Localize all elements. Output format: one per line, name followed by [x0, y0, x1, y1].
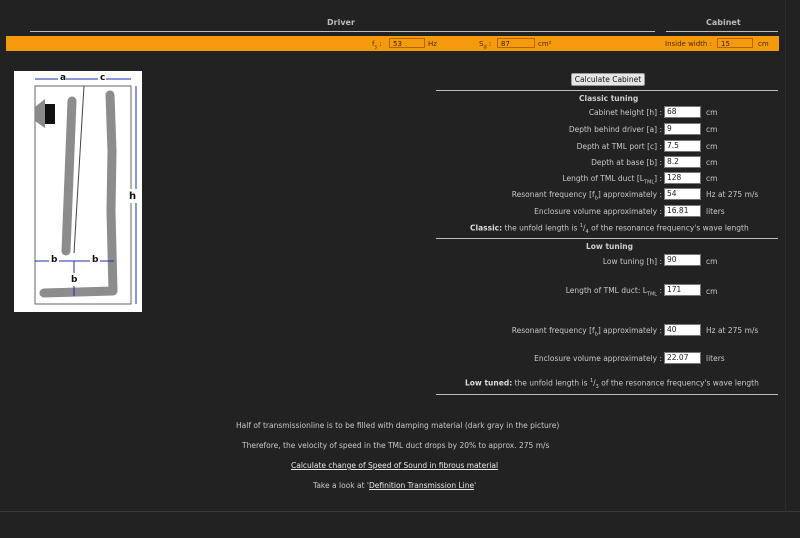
- velocity-note: Therefore, the velocity of speed in the TML duct drops by 20% to approx. 275 m/s: [242, 441, 550, 450]
- low-tml-length-unit: cm: [706, 287, 718, 296]
- page-right-border: [785, 0, 786, 512]
- sd-label: $S_d$ :: [479, 40, 492, 51]
- low-enclosure-volume-label: Enclosure volume approximately :: [534, 354, 662, 363]
- depth-tml-port-field[interactable]: 7.5: [664, 140, 701, 152]
- inside-width-input[interactable]: 15: [717, 38, 753, 48]
- label-b-bottom: b: [71, 275, 78, 285]
- label-b-left: b: [51, 255, 58, 265]
- low-tuning-height-unit: cm: [706, 257, 718, 266]
- label-c: c: [100, 73, 106, 83]
- damping-left: [66, 101, 72, 251]
- low-top-rule: [436, 238, 778, 239]
- cabinet-section-title: Cabinet: [706, 18, 741, 27]
- depth-behind-driver-label: Depth behind driver [a] :: [568, 125, 662, 134]
- classic-tuning-title: Classic tuning: [579, 94, 639, 103]
- low-enclosure-volume-field[interactable]: 22.07: [664, 352, 701, 364]
- low-resonant-frequency-label: Resonant frequency $[f_b]$ approximately :: [511, 326, 662, 338]
- depth-at-base-label: Depth at base [b] :: [591, 158, 662, 167]
- tml-length-unit: cm: [706, 174, 718, 183]
- low-tuning-title: Low tuning: [586, 242, 634, 251]
- depth-at-base-unit: cm: [706, 158, 718, 167]
- inside-width-label: Inside width :: [665, 40, 712, 48]
- resonant-frequency-label: Resonant frequency $[f_b]$ approximately :: [511, 190, 662, 202]
- cabinet-height-label: Cabinet height [h] :: [588, 108, 662, 117]
- calculate-cabinet-button[interactable]: Calculate Cabinet: [571, 73, 645, 86]
- low-resonant-frequency-field[interactable]: 40: [664, 324, 701, 336]
- low-note: Low tuned: the unfold length is $^1/_3$ of the resonance frequency's wave length: [465, 378, 759, 390]
- depth-behind-driver-field[interactable]: 9: [664, 123, 701, 135]
- sd-input[interactable]: 87: [497, 38, 535, 48]
- inside-width-unit: cm: [758, 40, 769, 48]
- fs-unit: Hz: [428, 40, 437, 48]
- low-tuning-height-field[interactable]: 90: [664, 254, 701, 266]
- depth-tml-port-unit: cm: [706, 142, 718, 151]
- depth-behind-driver-unit: cm: [706, 125, 718, 134]
- tml-length-label: Length of TML duct $[L_{TML}]$ :: [562, 174, 662, 186]
- low-tml-length-label: Length of TML duct: $L_{TML}$ :: [565, 286, 662, 298]
- classic-note: Classic: the unfold length is $^1/_4$ of the resonance frequency's wave length: [470, 223, 749, 235]
- speaker-magnet: [45, 104, 55, 124]
- driver-section-title: Driver: [327, 18, 355, 27]
- depth-at-base-field[interactable]: 8.2: [664, 156, 701, 168]
- low-bottom-rule: [436, 394, 778, 395]
- low-tml-length-field[interactable]: 171: [664, 284, 701, 296]
- low-resonant-frequency-unit: Hz at 275 m/s: [706, 326, 759, 335]
- enclosure-volume-unit: liters: [706, 207, 725, 216]
- resonant-frequency-unit: Hz at 275 m/s: [706, 190, 759, 199]
- cabinet-height-field[interactable]: 68: [664, 106, 701, 118]
- label-h: h: [129, 191, 137, 202]
- definition-transmission-line-link[interactable]: Definition Transmission Line: [368, 481, 475, 490]
- depth-tml-port-label: Depth at TML port [c] :: [576, 142, 662, 151]
- resonant-frequency-field[interactable]: 54: [664, 188, 701, 200]
- speaker-cone: [35, 99, 45, 128]
- low-tuning-height-label: Low tuning [h] :: [602, 257, 662, 266]
- label-b-right: b: [92, 255, 99, 265]
- enclosure-volume-field[interactable]: 16.81: [664, 205, 701, 217]
- fs-input[interactable]: 53: [389, 38, 425, 48]
- driver-header-rule: [30, 31, 655, 32]
- speed-of-sound-link[interactable]: Calculate change of Speed of Sound in fibrous material: [291, 461, 499, 470]
- parameter-bar: [6, 36, 779, 51]
- tml-length-field[interactable]: 128: [664, 172, 701, 184]
- definition-row: Take a look at 'Definition Transmission Line': [313, 481, 477, 490]
- cabinet-height-unit: cm: [706, 108, 718, 117]
- label-a: a: [60, 73, 67, 83]
- cabinet-diagram-svg: [14, 71, 142, 312]
- cabinet-diagram: [14, 71, 142, 312]
- speed-of-sound-link-row: [291, 461, 498, 470]
- sd-unit: cm²: [538, 40, 552, 48]
- cabinet-header-rule: [666, 31, 778, 32]
- damping-note: Half of transmissionline is to be filled with damping material (dark gray in the picture): [236, 421, 560, 430]
- enclosure-volume-label: Enclosure volume approximately :: [534, 207, 662, 216]
- low-enclosure-volume-unit: liters: [706, 354, 725, 363]
- fs-label: $f_s$ :: [372, 40, 382, 51]
- classic-top-rule: [436, 90, 778, 91]
- page-bottom-border: [0, 511, 800, 512]
